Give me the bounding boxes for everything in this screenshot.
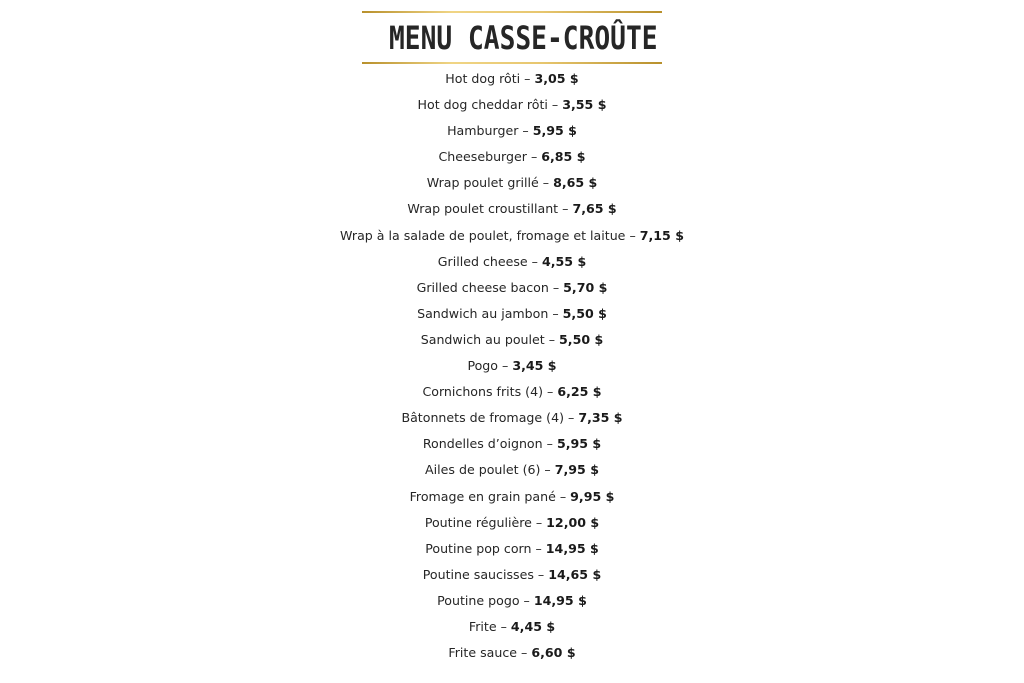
menu-item-name: Bâtonnets de fromage (4) <box>401 410 565 426</box>
menu-item-name: Sandwich au jambon <box>417 305 549 321</box>
menu-item-separator: – <box>555 488 571 504</box>
menu-item-separator: – <box>527 253 542 269</box>
menu-item-name: Pogo <box>467 358 498 374</box>
menu-item-separator: – <box>531 540 546 556</box>
menu-item-name: Fromage en grain pané <box>409 488 556 504</box>
menu-item-price: 14,95 $ <box>533 592 587 608</box>
menu-item-separator: – <box>519 592 534 608</box>
menu-item-price: 3,45 $ <box>512 358 557 374</box>
menu-item <box>0 484 1024 510</box>
menu-item-name: Sandwich au poulet <box>420 331 545 347</box>
menu-item <box>0 353 1024 379</box>
title-bottom-gold-rule <box>362 62 662 64</box>
menu-item <box>0 275 1024 301</box>
menu-item-name: Wrap poulet croustillant <box>407 201 559 217</box>
menu-item <box>0 144 1024 170</box>
menu-item-name: Poutine pogo <box>437 592 520 608</box>
menu-item-name: Wrap à la salade de poulet, fromage et laitue <box>340 227 626 243</box>
menu-item-separator: – <box>520 71 535 86</box>
menu-item <box>0 431 1024 457</box>
menu-item <box>0 640 1024 666</box>
menu-item-price: 3,05 $ <box>534 71 579 86</box>
menu-item <box>0 249 1024 275</box>
title-top-gold-rule <box>362 11 662 13</box>
menu-item-name: Wrap poulet grillé <box>426 175 539 191</box>
menu-item-price: 5,70 $ <box>563 279 608 295</box>
menu-item-separator: – <box>547 97 563 113</box>
menu-item-price: 4,45 $ <box>510 618 556 634</box>
menu-item <box>0 223 1024 249</box>
menu-item <box>0 92 1024 118</box>
menu-item <box>0 118 1024 144</box>
menu-item-price: 4,55 $ <box>541 253 587 269</box>
menu-item <box>0 301 1024 327</box>
menu-item-separator: – <box>564 410 579 426</box>
menu-header <box>362 11 662 66</box>
menu-item-price: 5,50 $ <box>562 305 607 321</box>
menu-title: MENU CASSE-CROÛTE <box>389 19 658 57</box>
menu-item-name: Rondelles d’oignon <box>422 436 543 452</box>
menu-item-separator: – <box>533 566 549 582</box>
menu-item-name: Grilled cheese bacon <box>416 279 549 295</box>
menu-item-name: Hamburger <box>447 123 519 139</box>
menu-item-price: 5,95 $ <box>532 123 577 139</box>
menu-item-price: 9,95 $ <box>570 488 615 504</box>
menu-item-price: 3,55 $ <box>562 97 607 113</box>
menu-item-price: 7,95 $ <box>554 462 599 478</box>
menu-item-price: 6,85 $ <box>541 149 586 165</box>
menu-item <box>0 327 1024 353</box>
menu-item <box>0 510 1024 536</box>
menu-item-separator: – <box>517 645 532 661</box>
menu-item-price: 7,65 $ <box>572 201 617 217</box>
menu-item-separator: – <box>558 201 573 217</box>
menu-item-name: Frite <box>468 618 497 634</box>
menu-item-name: Cornichons frits (4) <box>422 384 543 400</box>
menu-item-price: 14,95 $ <box>545 540 599 556</box>
menu-item-separator: – <box>542 436 557 452</box>
menu-item <box>0 536 1024 562</box>
menu-item-price: 14,65 $ <box>548 566 602 582</box>
menu-item <box>0 457 1024 483</box>
menu-item-list <box>0 66 1024 666</box>
menu-item-name: Grilled cheese <box>437 253 528 269</box>
menu-item-name: Poutine régulière <box>424 514 532 530</box>
menu-item-name: Hot dog cheddar rôti <box>417 97 548 113</box>
menu-item-price: 6,60 $ <box>531 645 576 661</box>
menu-item-price: 7,15 $ <box>639 227 684 243</box>
menu-item-price: 5,95 $ <box>556 436 602 452</box>
menu-item <box>0 196 1024 222</box>
menu-item <box>0 614 1024 640</box>
menu-item-separator: – <box>518 123 533 139</box>
menu-item-separator: – <box>496 618 511 634</box>
menu-item-price: 6,25 $ <box>557 384 602 400</box>
menu-item-separator: – <box>548 305 563 321</box>
menu-item-separator: – <box>548 279 564 295</box>
menu-item-name: Ailes de poulet (6) <box>425 462 541 478</box>
menu-item <box>0 562 1024 588</box>
menu-item-separator: – <box>538 175 554 191</box>
menu-item <box>0 588 1024 614</box>
menu-item-name: Poutine saucisses <box>422 566 534 582</box>
menu-item-name: Frite sauce <box>448 645 518 661</box>
menu-item <box>0 66 1024 92</box>
menu-item-name: Poutine pop corn <box>425 540 532 556</box>
menu-item-separator: – <box>544 331 560 347</box>
menu-item <box>0 379 1024 405</box>
menu-item-price: 8,65 $ <box>553 175 598 191</box>
menu-item <box>0 405 1024 431</box>
menu-item-separator: – <box>543 384 558 400</box>
menu-item-price: 12,00 $ <box>546 514 600 530</box>
menu-item-price: 7,35 $ <box>578 410 623 426</box>
menu-item-separator: – <box>625 227 640 243</box>
menu-item-price: 5,50 $ <box>559 331 604 347</box>
menu-item-separator: – <box>540 462 555 478</box>
menu-item-name: Hot dog rôti <box>445 71 521 86</box>
menu-item-separator: – <box>526 149 542 165</box>
menu-item-name: Cheeseburger <box>438 149 527 165</box>
menu-item-separator: – <box>531 514 547 530</box>
menu-item <box>0 170 1024 196</box>
menu-item-separator: – <box>498 358 513 374</box>
